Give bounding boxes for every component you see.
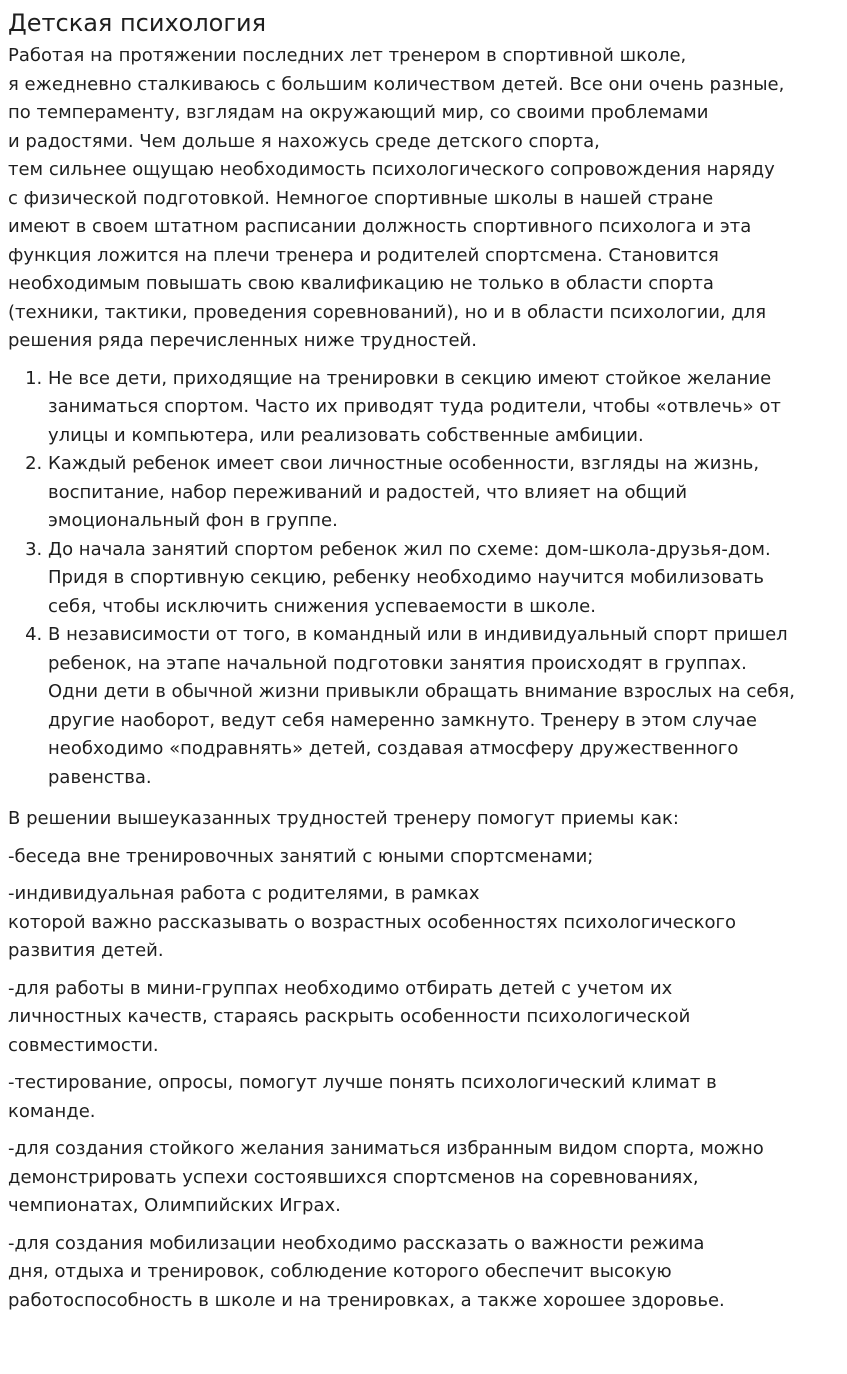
list-item: 1. Не все дети, приходящие на тренировки в секцию имеют стойкое желание заниматься спортом. Часто их приводят туда родители, чтобы «отвлечь» от улицы и компьютера, или реализовать собственные амбиции.	[48, 365, 839, 451]
solutions-intro: В решении вышеуказанных трудностей тренеру помогут приемы как:	[8, 808, 679, 829]
solution-item: -тестирование, опросы, помогут лучше понять психологический климат в команде.	[8, 1072, 717, 1122]
article-title: Детская психология	[8, 9, 266, 37]
solution-item: -для работы в мини-группах необходимо отбирать детей с учетом их личностных качеств, стараясь раскрыть особенности психологической совместимости.	[8, 977, 691, 1056]
intro-paragraph: Работая на протяжении последних лет тренером в спортивной школе, я ежедневно сталкиваюсь с большим количеством детей. Все они очень разные, по темпераменту, взглядам на окружающий мир, со своими проблемами и радостями. Чем дольше я нахожусь среде детского спорта, тем сильнее ощущаю необходимость психологического сопровождения наряду с физической подготовкой. Немногое спортивные школы в нашей стране имеют в своем штатном расписании должность спортивного психолога и эта функция ложится на плечи тренера и родителей спортсмена. Становится необходимым повышать свою квалификацию не только в области спорта (техники, тактики, проведения соревнований), но и в области психологии, для решения ряда перечисленных ниже трудностей.	[8, 45, 785, 351]
solution-item: -для создания мобилизации необходимо рассказать о важности режима дня, отдыха и тренировок, соблюдение которого обеспечит высокую работоспособность в школе и на тренировках, а также хорошее здоровье.	[8, 1232, 725, 1311]
difficulties-list	[8, 365, 839, 793]
list-item: 3. До начала занятий спортом ребенок жил по схеме: дом-школа-друзья-дом. Придя в спортивную секцию, ребенку необходимо научится мобилизовать себя, чтобы исключить снижения успеваемости в школе.	[48, 536, 839, 622]
solution-item: -индивидуальная работа с родителями, в рамках которой важно рассказывать о возрастных особенностях психологического развития детей.	[8, 883, 736, 961]
list-item: 4. В независимости от того, в командный или в индивидуальный спорт пришел ребенок, на этапе начальной подготовки занятия происходят в группах. Одни дети в обычной жизни привыкли обращать внимание взрослых на себя, другие наоборот, ведут себя намеренно замкнуто. Тренеру в этом случае необходимо «подравнять» детей, создавая атмосферу дружественного равенства.	[48, 621, 839, 792]
solution-item: -беседа вне тренировочных занятий с юными спортсменами;	[8, 845, 594, 867]
solution-item: -для создания стойкого желания заниматься избранным видом спорта, можно демонстрировать успехи состоявшихся спортсменов на соревнованиях, чемпионатах, Олимпийских Играх.	[8, 1138, 764, 1216]
list-item: 2. Каждый ребенок имеет свои личностные особенности, взгляды на жизнь, воспитание, набор переживаний и радостей, что влияет на общий эмоциональный фон в группе.	[48, 450, 839, 536]
